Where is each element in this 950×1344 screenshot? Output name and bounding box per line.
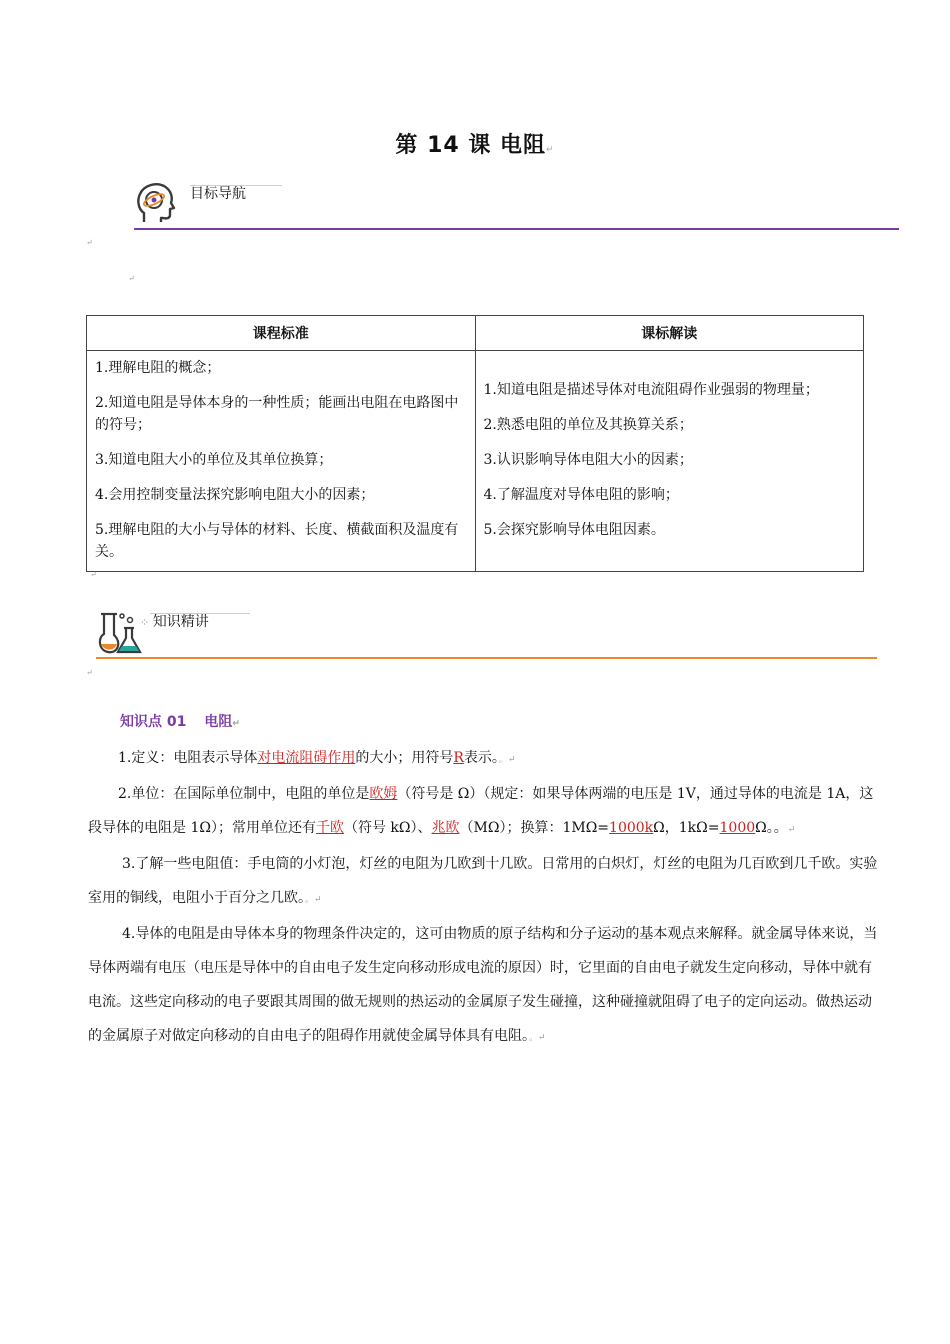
text-run: 的大小；用符号 bbox=[355, 750, 454, 766]
table-header-standard: 课程标准 bbox=[87, 316, 476, 351]
interpretation-item: 2.熟悉电阻的单位及其换算关系； bbox=[483, 417, 693, 433]
table-header-interpretation: 课标解读 bbox=[475, 316, 864, 351]
paragraph-mark: ↵ bbox=[90, 570, 97, 579]
knowledge-point-label: 知识点 01 bbox=[120, 714, 187, 730]
text-run: 表示。 bbox=[463, 750, 499, 766]
section-knowledge-label bbox=[140, 611, 209, 631]
text-run: 4.导体的电阻是由导体本身的物理条件决定的，这可由物质的原子结构和分子运动的基本观点来解释。就金属导体来说，当导体两端有电压（电压是导体中的自由电子发生定向移动形成电流的原因）时，它里面的自由电子就发生定向移动，导体中就有电流。这些定向移动的电子要跟其周围的做无规则的热运动的金属原子发生碰撞，这种碰撞就阻碍了电子的定向运动。做热运动的金属原子对做定向移动的自由电子的阻碍作用就使金属导体具有电阻。 bbox=[88, 926, 878, 1044]
text-run: 2.单位：在国际单位制中，电阻的单位是 bbox=[118, 786, 370, 802]
text-run: 1.定义：电阻表示导体 bbox=[118, 750, 258, 766]
paragraph-units: 2.单位：在国际单位制中，电阻的单位是欧姆（符号是 Ω）（规定：如果导体两端的电压是 1V，通过导体的电流是 1A，这段导体的电阻是 1Ω）；常用单位还有千欧（符号 kΩ）、兆欧（MΩ）；换算：1MΩ=1000kΩ，1kΩ=1000Ω。。↵ bbox=[88, 786, 874, 836]
paragraph-mark: ↵ bbox=[128, 274, 135, 283]
text-run: （符号 kΩ）、 bbox=[343, 820, 432, 836]
text-run: 3.了解一些电阻值：手电筒的小灯泡，灯丝的电阻为几欧到十几欧。日常用的白炽灯，灯丝的电阻为几百欧到几千欧。实验室用的铜线，电阻小于百分之几欧。 bbox=[88, 856, 878, 906]
text-run: （符号是 Ω）（规定：如果导体两端的电压是 1V，通过导体的电流是 1A，这段导体的电阻是 1Ω）；常用单位还有 bbox=[88, 786, 874, 836]
highlight-answer: 千欧 bbox=[315, 820, 344, 836]
highlight-answer: 欧姆 bbox=[369, 786, 398, 802]
text-run: （MΩ）；换算：1MΩ= bbox=[459, 820, 610, 836]
standard-item: 3.知道电阻大小的单位及其单位换算； bbox=[95, 452, 333, 468]
knowledge-point-name: 电阻 bbox=[204, 714, 233, 730]
paragraph-mark: ↵ bbox=[86, 668, 93, 677]
interpretation-item: 1.知道电阻是描述导体对电流阻碍作业强弱的物理量； bbox=[483, 382, 819, 398]
paragraph-definition: 1.定义：电阻表示导体对电流阻碍作用的大小；用符号R表示。。↵ bbox=[118, 750, 516, 766]
section-goal-nav-label: 目标导航 bbox=[190, 186, 246, 202]
interpretation-item: 4.了解温度对导体电阻的影响； bbox=[483, 487, 679, 503]
section-divider-orange bbox=[96, 657, 877, 659]
highlight-answer: 1000k bbox=[609, 820, 654, 836]
page-title-text: 第 14 课 电阻 bbox=[395, 133, 547, 158]
page-title bbox=[0, 128, 950, 159]
text-run: Ω。。 bbox=[755, 820, 788, 836]
standard-item: 2.知道电阻是导体本身的一种性质；能画出电阻在电路图中的符号； bbox=[95, 395, 459, 433]
section-divider-purple bbox=[134, 228, 899, 230]
highlight-answer: 1000 bbox=[719, 820, 756, 836]
knowledge-point-title: 知识点 01 电阻↵ bbox=[120, 714, 240, 730]
standard-item: 1.理解电阻的概念； bbox=[95, 360, 221, 376]
standard-item: 5.理解电阻的大小与导体的材料、长度、横截面积及温度有关。 bbox=[95, 522, 459, 560]
standard-item: 4.会用控制变量法探究影响电阻大小的因素； bbox=[95, 487, 375, 503]
paragraph-mark: ↵ bbox=[546, 145, 555, 155]
interpretation-cell bbox=[475, 351, 864, 572]
knowledge-body bbox=[88, 741, 878, 1055]
paragraph-explanation: 4.导体的电阻是由导体本身的物理条件决定的，这可由物质的原子结构和分子运动的基本观点来解释。就金属导体来说，当导体两端有电压（电压是导体中的自由电子发生定向移动形成电流的原因）时，它里面的自由电子就发生定向移动，导体中就有电流。这些定向移动的电子要跟其周围的做无规则的热运动的金属原子发生碰撞，这种碰撞就阻碍了电子的定向运动。做热运动的金属原子对做定向移动的自由电子的阻碍作用就使金属导体具有电阻。。↵ bbox=[88, 926, 878, 1044]
sparkle-icon: ⁘ bbox=[140, 616, 153, 629]
section-label-underline bbox=[150, 613, 250, 614]
lab-flask-icon bbox=[96, 608, 146, 656]
section-knowledge-text: 知识精讲 bbox=[152, 614, 209, 630]
section-label-underline bbox=[190, 185, 282, 186]
highlight-answer: 对电流阻碍作用 bbox=[257, 750, 356, 766]
paragraph-mark: ↵ bbox=[86, 238, 93, 247]
interpretation-item: 5.会探究影响导体电阻因素。 bbox=[483, 522, 665, 538]
course-standards-table bbox=[86, 315, 864, 572]
standards-cell bbox=[87, 351, 476, 572]
highlight-answer: R bbox=[453, 750, 464, 766]
interpretation-item: 3.认识影响导体电阻大小的因素； bbox=[483, 452, 693, 468]
highlight-answer: 兆欧 bbox=[431, 820, 460, 836]
brain-head-icon bbox=[134, 180, 178, 226]
text-run: Ω，1kΩ= bbox=[653, 820, 720, 836]
paragraph-resistance-values: 3.了解一些电阻值：手电筒的小灯泡，灯丝的电阻为几欧到十几欧。日常用的白炽灯，灯丝的电阻为几百欧到几千欧。实验室用的铜线，电阻小于百分之几欧。。↵ bbox=[88, 856, 878, 906]
